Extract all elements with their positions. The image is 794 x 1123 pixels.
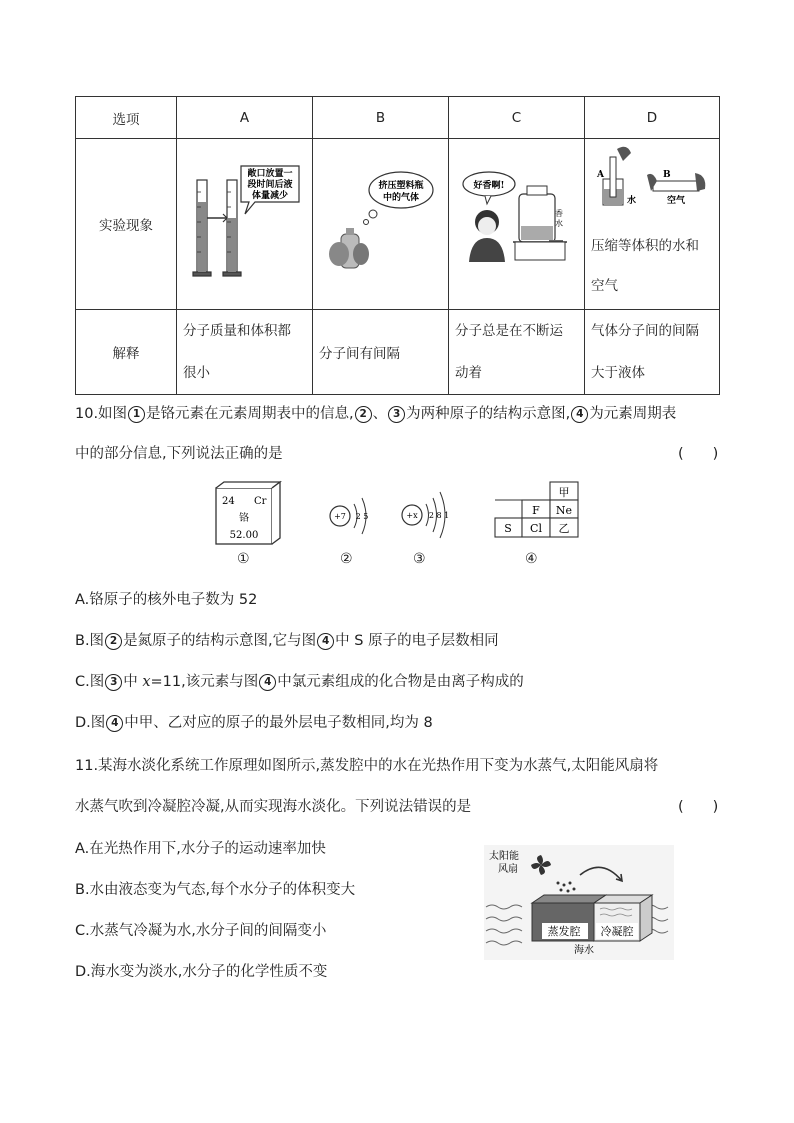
fan-label-line1: 太阳能: [489, 851, 519, 862]
circle-num-2: 2: [105, 633, 122, 650]
fig3-label: ③: [413, 551, 426, 567]
explanation-b-line1: 分子间有间隔: [319, 346, 400, 362]
chromium-element-cell: [214, 480, 284, 546]
q11-answer-paren: ( ): [678, 799, 719, 815]
element-name: 铬: [239, 513, 249, 524]
header-b: B: [313, 97, 449, 139]
fig1-label: ①: [237, 551, 250, 567]
graduated-cylinders-illustration: [183, 162, 301, 282]
table-header-row: [76, 97, 720, 139]
circle-num-2: 2: [355, 406, 372, 423]
electron-shells-2: 2 5: [355, 512, 369, 521]
bubble-a-line1: 敞口放置一: [247, 169, 293, 179]
observation-a: [177, 139, 313, 310]
explanation-a: [177, 310, 313, 395]
q11-stem-line1: 11.某海水淡化系统工作原理如图所示,蒸发腔中的水在光热作用下变为水蒸气,太阳能风扇将: [75, 758, 659, 774]
hand-a: [617, 147, 631, 161]
fan-label-line2: 风扇: [498, 864, 518, 875]
cell-f: F: [532, 504, 540, 517]
cell-yi: 乙: [558, 522, 570, 535]
explanation-b: [313, 310, 449, 395]
atom-structure-diagram-2: [326, 490, 378, 542]
observation-row: [76, 139, 720, 310]
explanation-label: 解释: [76, 310, 177, 395]
observation-d-line2: 空气: [591, 278, 618, 294]
element-symbol: Cr: [254, 496, 267, 507]
bubble-c-text: 好香啊!: [473, 181, 505, 191]
nucleus-charge-2: +7: [334, 512, 346, 521]
q10-option-d: D.图 4 中甲、乙对应的原子的最外层电子数相同,均为 8: [75, 715, 433, 731]
bubble-b-line1: 挤压塑料瓶: [378, 181, 424, 191]
circle-num-3: 3: [105, 674, 122, 691]
bubble-a-line3: 体量减少: [251, 191, 289, 201]
q10-option-a: A.铬原子的核外电子数为 52: [75, 592, 258, 608]
bubble-a-line2: 段时间后液: [247, 180, 293, 190]
atom-structure-diagram-3: [398, 482, 464, 548]
experiment-table: [75, 96, 720, 395]
observation-b: [313, 139, 449, 310]
condenser-label: 冷凝腔: [600, 925, 634, 938]
observation-d: [585, 139, 720, 310]
q10-option-b: B.图 2 是氮原子的结构示意图,它与图 4 中 S 原子的电子层数相同: [75, 633, 499, 649]
perfume-illustration: [455, 162, 573, 282]
person-body: [469, 238, 505, 262]
header-c: C: [449, 97, 585, 139]
explanation-d-line2: 大于液体: [591, 365, 645, 381]
syringe-compression-illustration: [591, 143, 711, 221]
q11-option-a: A.在光热作用下,水分子的运动速率加快: [75, 841, 326, 857]
explanation-a-line1: 分子质量和体积都: [183, 323, 291, 339]
circle-num-4: 4: [571, 406, 588, 423]
desalination-system-figure: [484, 845, 674, 960]
header-d: D: [585, 97, 720, 139]
explanation-d: [585, 310, 720, 395]
header-a: A: [177, 97, 313, 139]
fig2-label: ②: [340, 551, 353, 567]
q10-stem-line1: 10.如图 1 是铬元素在元素周期表中的信息, 2 、 3 为两种原子的结构示意图, 4 为元素周期表: [75, 406, 677, 422]
variable-x: x: [142, 674, 151, 690]
atomic-number: 24: [222, 496, 235, 507]
q10-stem-line2: 中的部分信息,下列说法正确的是: [75, 446, 283, 462]
header-option: 选项: [76, 97, 177, 139]
electron-shells-3: 2 8 1: [428, 511, 450, 520]
bubble-b-line2: 中的气体: [382, 193, 420, 203]
q11-option-b: B.水由液态变为气态,每个水分子的体积变大: [75, 882, 356, 898]
label-air: 空气: [667, 196, 686, 206]
label-water: 水: [627, 196, 637, 206]
fig4-label: ④: [525, 551, 538, 567]
atomic-mass: 52.00: [229, 530, 259, 541]
explanation-d-line1: 气体分子间的间隔: [591, 323, 699, 339]
periodic-table-fragment: [494, 481, 580, 539]
observation-d-line1: 压缩等体积的水和: [591, 238, 699, 254]
q11-option-d: D.海水变为淡水,水分子的化学性质不变: [75, 964, 328, 980]
circle-num-3: 3: [388, 406, 405, 423]
label-b: B: [663, 170, 671, 180]
explanation-row: [76, 310, 720, 395]
cell-s: S: [504, 522, 512, 535]
explanation-a-line2: 很小: [183, 365, 210, 381]
q10-option-c: C.图 3 中 x=11,该元素与图 4 中氯元素组成的化合物是由离子构成的: [75, 674, 524, 690]
q11-stem-line2: 水蒸气吹到冷凝腔冷凝,从而实现海水淡化。下列说法错误的是: [75, 799, 472, 815]
q10-answer-paren: ( ): [678, 446, 719, 462]
q11-option-c: C.水蒸气冷凝为水,水分子间的间隔变小: [75, 923, 327, 939]
explanation-c-line2: 动着: [455, 365, 482, 381]
circle-num-1: 1: [128, 406, 145, 423]
explanation-c-line1: 分子总是在不断运: [455, 323, 563, 339]
bottle-label-2: 水: [555, 219, 563, 228]
nucleus-charge-3: +x: [406, 511, 418, 520]
observation-d-text: [591, 225, 713, 307]
bottle-label-1: 香: [555, 209, 563, 218]
evaporator-label: 蒸发腔: [547, 925, 581, 938]
observation-c: [449, 139, 585, 310]
circle-num-4: 4: [106, 715, 123, 732]
circle-num-4: 4: [259, 674, 276, 691]
squeeze-bottle-illustration: [319, 162, 437, 282]
sea-water-label: 海水: [574, 945, 594, 956]
label-a: A: [597, 170, 604, 180]
explanation-c: [449, 310, 585, 395]
cell-jia: 甲: [558, 486, 570, 499]
cell-cl: Cl: [530, 522, 542, 535]
circle-num-4: 4: [317, 633, 334, 650]
cell-ne: Ne: [555, 504, 573, 517]
observation-label: 实验现象: [76, 139, 177, 310]
